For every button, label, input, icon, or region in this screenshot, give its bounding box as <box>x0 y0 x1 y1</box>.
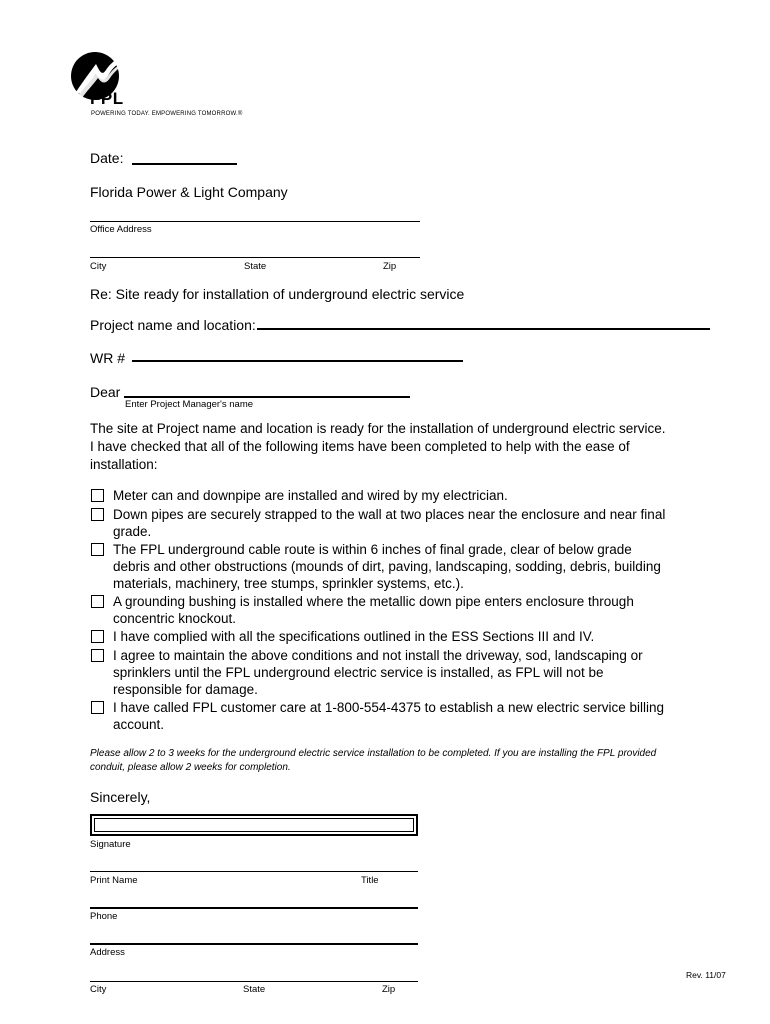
checklist-item-text: I have complied with all the specifications outlined in the ESS Sections III and IV. <box>113 629 595 644</box>
zip-label: Zip <box>383 261 397 272</box>
office-address-field[interactable] <box>90 221 420 222</box>
company-name: Florida Power & Light Company <box>90 184 288 200</box>
phone-field[interactable] <box>90 907 418 909</box>
checkbox[interactable] <box>91 489 104 502</box>
checklist-item-text: Down pipes are securely strapped to the wall at two places near the enclosure and near final grade. <box>113 507 666 539</box>
title-label: Title <box>361 875 379 886</box>
checklist-item-text: A grounding bushing is installed where the metallic down pipe enters enclosure through concentric knockout. <box>113 594 634 626</box>
signature-field[interactable] <box>90 814 418 836</box>
fpl-tagline: POWERING TODAY. EMPOWERING TOMORROW.® <box>91 111 243 117</box>
checkbox[interactable] <box>91 630 104 643</box>
revision-label: Rev. 11/07 <box>686 970 726 980</box>
checklist-item-text: I agree to maintain the above conditions and not install the driveway, sod, landscaping or sprinklers until the FPL underground electric service is installed, as FPL will not be responsible for damage. <box>113 648 643 697</box>
fpl-wordmark: FPL <box>90 89 124 108</box>
state-label: State <box>244 261 267 272</box>
wr-field[interactable] <box>132 360 463 362</box>
project-label: Project name and location: <box>90 317 256 333</box>
print-name-label: Print Name <box>90 875 138 886</box>
checklist-item-text: Meter can and downpipe are installed and wired by my electrician. <box>113 488 508 503</box>
checklist-item-text: The FPL underground cable route is within 6 inches of final grade, clear of below grade debris and other obstructions (mounds of dirt, paving, landscaping, sodding, debris, building materials, machinery, tree stumps, sprinkler systems, etc.). <box>113 542 661 591</box>
project-field[interactable] <box>257 328 710 330</box>
city-label: City <box>90 261 107 272</box>
date-label: Date: <box>90 150 124 166</box>
checklist-item-text: I have called FPL customer care at 1-800-554-4375 to establish a new electric service billing account. <box>113 700 665 732</box>
bottom-city-state-zip-field[interactable] <box>90 981 418 982</box>
office-address-label: Office Address <box>90 224 152 235</box>
checkbox[interactable] <box>91 649 104 662</box>
bottom-state-label: State <box>243 984 266 995</box>
checkbox[interactable] <box>91 595 104 608</box>
project-manager-hint: Enter Project Manager's name <box>125 399 254 410</box>
print-name-title-field[interactable] <box>90 871 418 872</box>
completion-note: Please allow 2 to 3 weeks for the underground electric service installation to be completed. If you are installing the FPL provided conduit, please allow 2 weeks for completion. <box>90 748 657 773</box>
letter-body: The site at Project name and location is ready for the installation of underground electric service. I have checked that all of the following items have been completed to help with the ease of installation: <box>90 421 666 472</box>
date-field[interactable] <box>132 163 237 165</box>
checkbox[interactable] <box>91 701 104 714</box>
project-manager-name-field[interactable] <box>124 396 410 398</box>
bottom-zip-label: Zip <box>382 984 396 995</box>
sincerely-text: Sincerely, <box>90 789 151 805</box>
city-state-zip-field[interactable] <box>90 257 420 258</box>
signature-label: Signature <box>90 839 131 850</box>
bottom-city-label: City <box>90 984 107 995</box>
address-label: Address <box>90 947 125 958</box>
re-line: Re: Site ready for installation of underground electric service <box>90 286 465 302</box>
address-field[interactable] <box>90 943 418 945</box>
checkbox[interactable] <box>91 508 104 521</box>
dear-label: Dear <box>90 384 121 400</box>
wr-label: WR # <box>90 350 125 366</box>
checkbox[interactable] <box>91 543 104 556</box>
phone-label: Phone <box>90 911 118 922</box>
